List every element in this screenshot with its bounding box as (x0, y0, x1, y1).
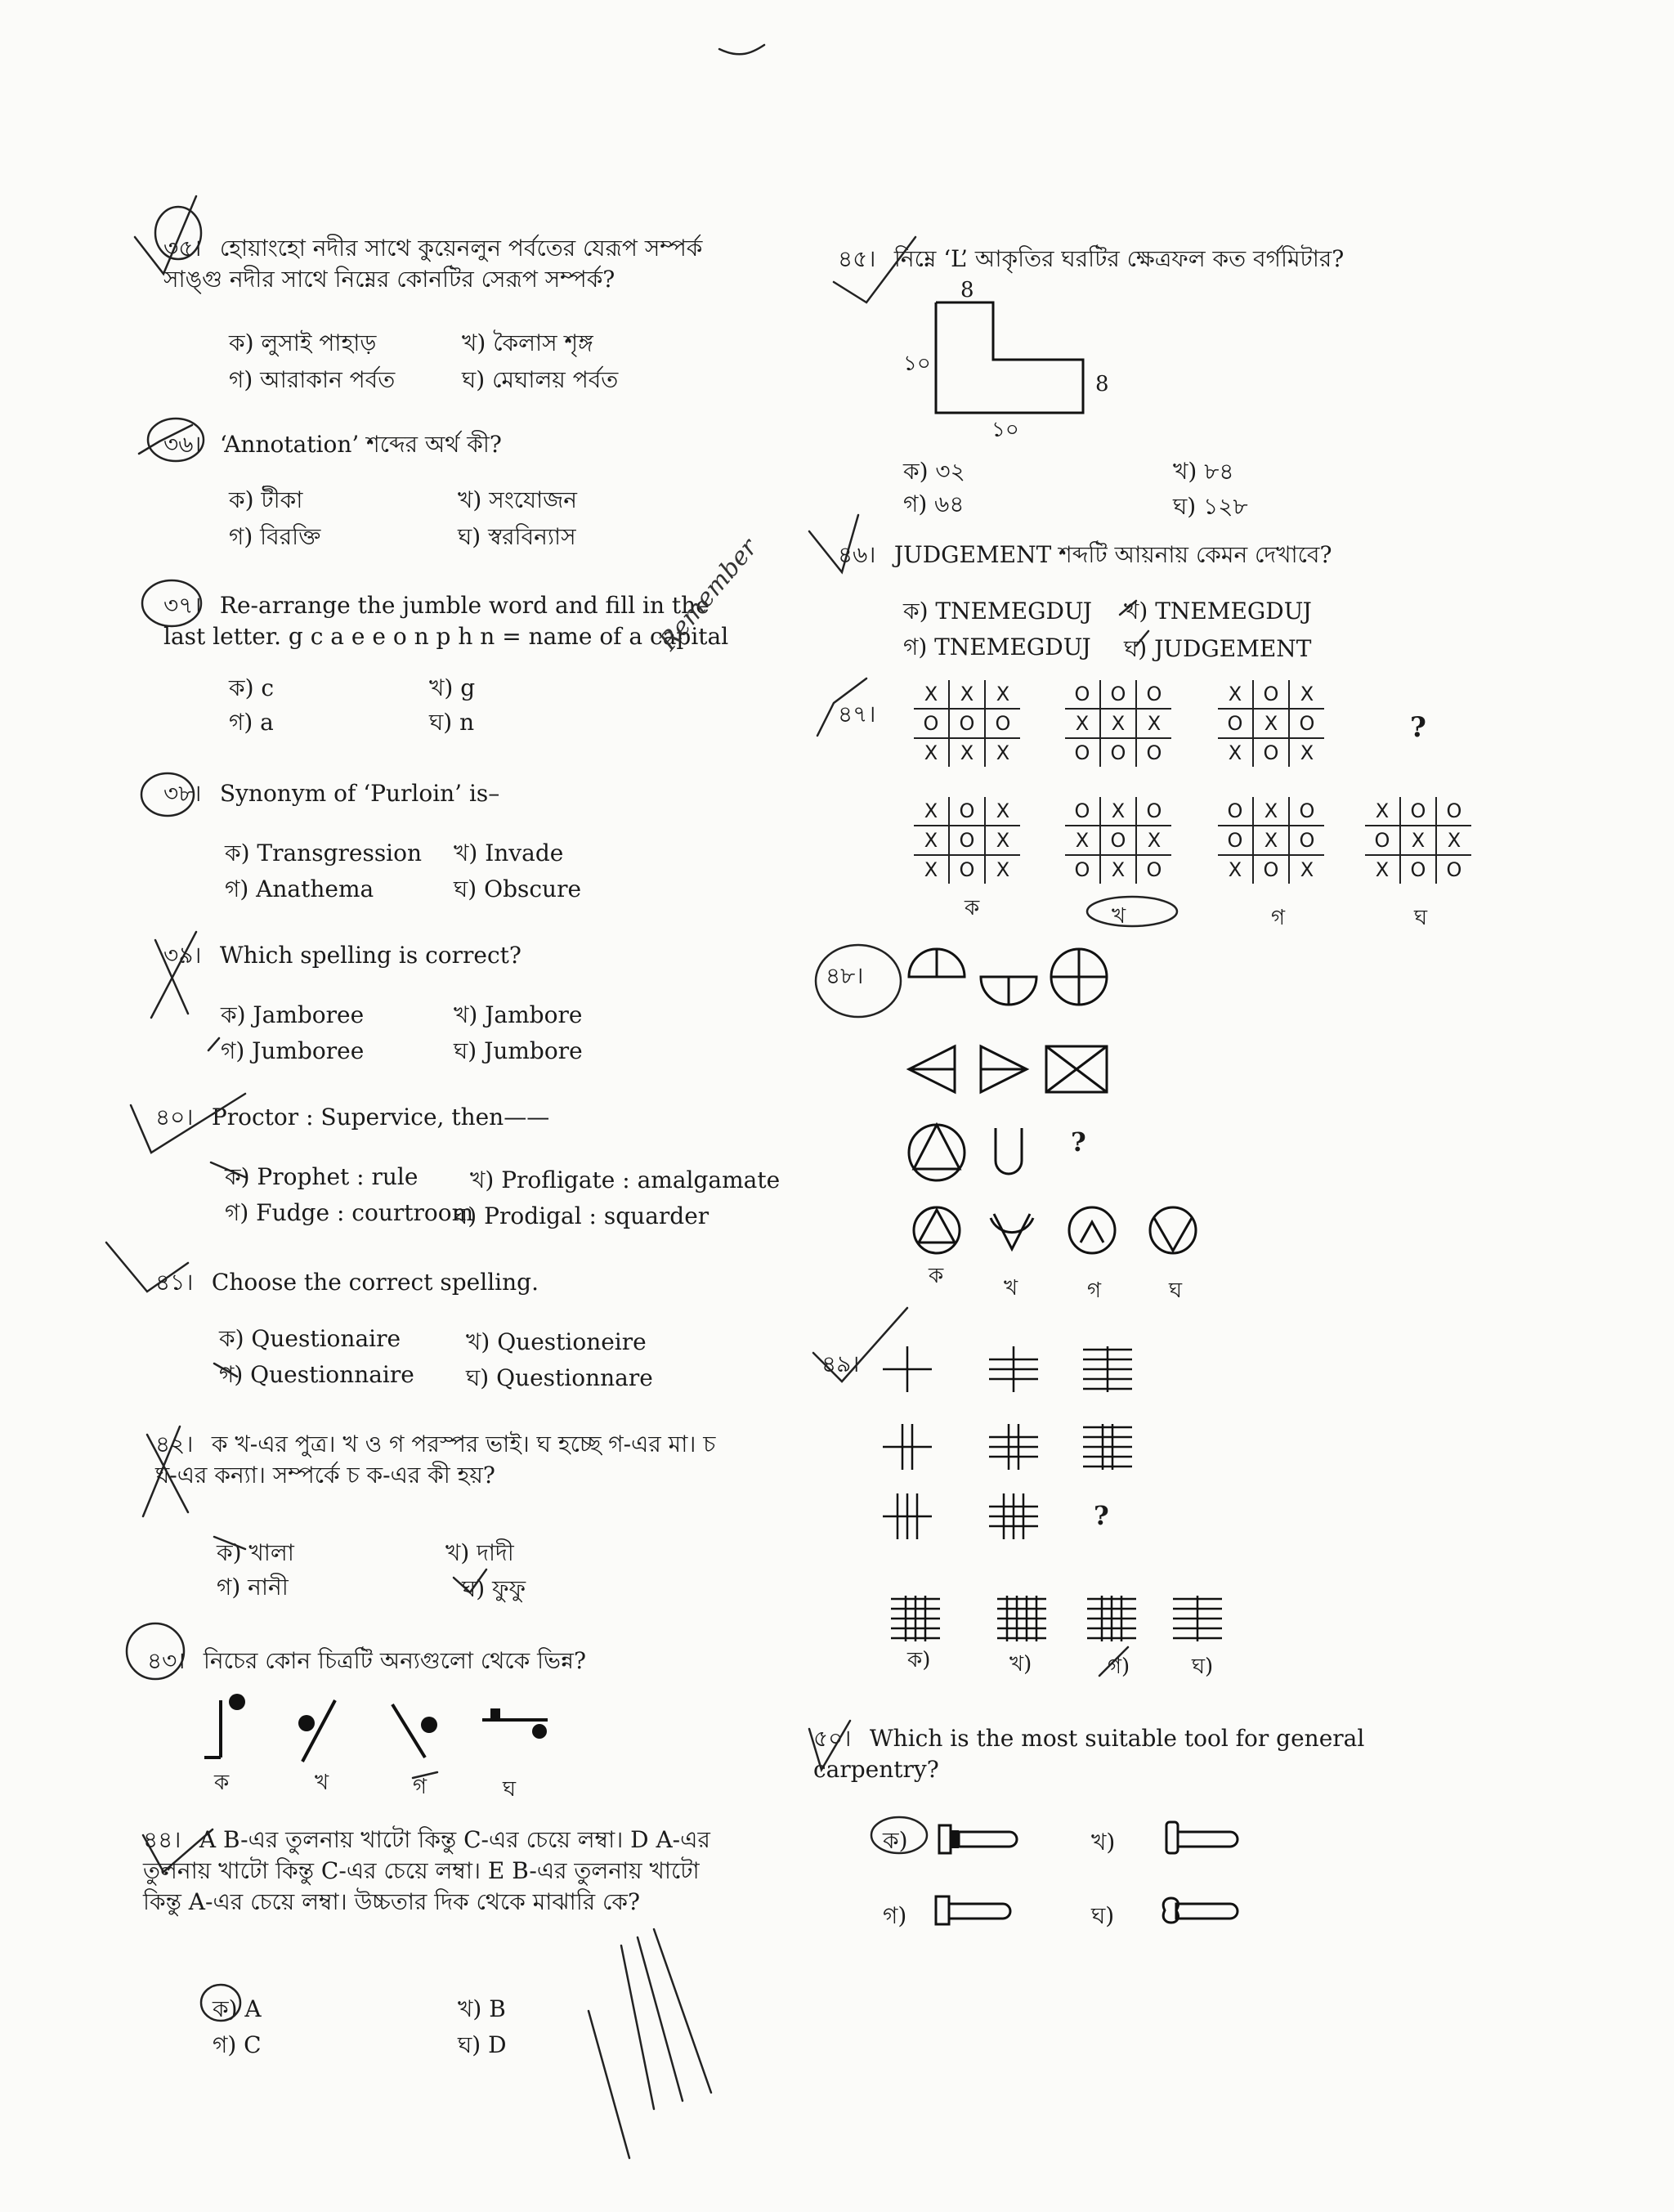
grid-cell: X (914, 680, 949, 709)
grid-cell: X (1100, 855, 1136, 884)
option-gha[interactable]: ঘ) (1091, 1902, 1115, 1929)
grid-cell: X (985, 680, 1020, 709)
question-number: ৩৯। (163, 942, 202, 969)
question-text: Synonym of ‘Purloin’ is– (219, 780, 500, 807)
sequence-grid-1 (914, 680, 1020, 767)
grid-cell: X (1100, 797, 1136, 826)
grid-cell: O (1100, 680, 1136, 709)
grid-cell: X (949, 738, 985, 767)
q47-label-ka[interactable]: ক (965, 896, 980, 920)
grid-cell: O (1146, 858, 1162, 881)
grid-cell: O (1289, 797, 1324, 826)
question-number: ৪২। (155, 1431, 194, 1458)
question-number: ৪৯। (821, 1350, 860, 1377)
grid-cell: O (949, 797, 985, 826)
grid-cell: O (1400, 855, 1436, 884)
option-ka[interactable]: ক) Questionaire (219, 1325, 401, 1352)
grid-cell: X (1300, 858, 1314, 881)
option-ka[interactable]: ক) ৩২ (903, 458, 965, 485)
option-gha[interactable]: ঘ) Prodigal : squarder (454, 1202, 709, 1229)
q48-question-mark: ? (1071, 1126, 1086, 1157)
question-text: JUDGEMENT শব্দটি আয়নায় কেমন দেখাবে? (893, 541, 1332, 568)
grid-cell: X (1436, 826, 1471, 855)
question-number: ৪৪। (143, 1826, 181, 1853)
grid-cell: O (1146, 741, 1162, 764)
grid-cell: X (914, 826, 949, 855)
option-kha[interactable]: খ) (1091, 1829, 1116, 1856)
grid-cell: X (1136, 826, 1171, 855)
option-ga[interactable]: গ) (883, 1902, 907, 1929)
grid-cell: O (1218, 709, 1253, 738)
grid-cell: O (1289, 826, 1324, 855)
option-ga[interactable]: গ) ৬৪ (903, 490, 965, 517)
answer-grid-2 (1065, 797, 1171, 884)
question-text: ‘Annotation’ শব্দের অর্থ কী? (219, 431, 502, 458)
option-ka[interactable]: ক) c (229, 674, 275, 701)
question-number: ৩৬। (163, 431, 202, 458)
grid-cell: O (1218, 797, 1253, 826)
question-number: ৪৫। (838, 245, 876, 272)
margin-note: Remember (654, 533, 763, 656)
grid-cell: X (914, 855, 949, 884)
question-number: ৩৭। (163, 592, 202, 619)
option-ka[interactable]: ক) Jamboree (221, 1001, 365, 1028)
grid-cell: O (1253, 855, 1289, 884)
option-gha[interactable]: ঘ) মেঘালয় পর্বত (462, 366, 619, 393)
option-ga[interactable]: গ) a (229, 709, 274, 736)
grid-cell: O (949, 855, 985, 884)
q49-question-mark: ? (1094, 1500, 1109, 1531)
option-ga[interactable]: গ) C (213, 2031, 262, 2058)
grid-cell: X (1065, 826, 1100, 855)
option-gha[interactable]: ঘ) Questionnare (466, 1364, 653, 1391)
sequence-grid-2 (1065, 680, 1171, 767)
question-text: Choose the correct spelling. (211, 1269, 539, 1296)
grid-cell: X (1100, 709, 1136, 738)
option-gha[interactable]: ঘ) Obscure (454, 875, 582, 902)
question-text: Re-arrange the jumble word and fill in the last letter. g c a e e o n p h n = name of a capital (163, 592, 729, 650)
option-ga[interactable]: গ) নানী (217, 1574, 289, 1601)
grid-cell: X (1300, 741, 1314, 764)
question-number: ৪৭। (838, 701, 876, 728)
grid-cell: X (1253, 826, 1289, 855)
grid-cell: O (1065, 855, 1100, 884)
grid-cell: X (914, 797, 949, 826)
option-ka[interactable]: ক) TNEMEGDUJ (903, 598, 1093, 625)
grid-cell: X (1065, 709, 1100, 738)
grid-cell: X (1218, 738, 1253, 767)
grid-cell: O (985, 709, 1020, 738)
question-number: ৩৮। (163, 780, 202, 807)
option-ga[interactable]: গ) আরাকান পর্বত (229, 366, 396, 393)
q47-label-gha[interactable]: ঘ (1414, 906, 1428, 930)
option-kha[interactable]: খ) কৈলাস শৃঙ্গ (462, 329, 593, 356)
q47-label-kha[interactable]: খ (1112, 904, 1126, 929)
q49-label-kha[interactable]: খ) (1009, 1652, 1032, 1677)
option-ga[interactable]: গ) Questionnaire (219, 1361, 414, 1388)
grid-cell: O (1065, 680, 1100, 709)
grid-cell: X (1365, 797, 1400, 826)
grid-cell: X (1136, 709, 1171, 738)
option-gha[interactable]: ঘ) ১২৮ (1173, 493, 1248, 520)
answer-grid-1 (914, 797, 1020, 884)
grid-cell: O (1446, 858, 1462, 881)
option-ga[interactable]: গ) Fudge : courtroom (225, 1199, 474, 1226)
grid-cell: X (1289, 680, 1324, 709)
option-ga[interactable]: গ) Anathema (225, 875, 374, 902)
q48-label-gha[interactable]: ঘ (1169, 1278, 1183, 1303)
dim-bottom: ১০ (991, 418, 1019, 442)
answer-grid-4 (1365, 797, 1471, 884)
option-gha[interactable]: ঘ) ফুফু (462, 1575, 526, 1602)
question-text: Proctor : Supervice, then—— (211, 1104, 550, 1131)
question-number: ৪৬। (838, 541, 876, 568)
grid-cell: O (1100, 826, 1136, 855)
grid-cell: O (1289, 709, 1324, 738)
grid-cell: X (996, 858, 1010, 881)
question-text: Which is the most suitable tool for general carpentry? (813, 1725, 1365, 1783)
grid-cell: X (914, 738, 949, 767)
grid-cell: O (1065, 738, 1100, 767)
option-gha[interactable]: ঘ) স্বরবিন্যাস (458, 523, 576, 550)
grid-cell: O (949, 709, 985, 738)
option-kha[interactable]: খ) g (429, 674, 476, 701)
grid-cell: X (1400, 826, 1436, 855)
grid-cell: O (1436, 797, 1471, 826)
grid-cell: X (949, 680, 985, 709)
q49-label-gha[interactable]: ঘ) (1192, 1655, 1214, 1679)
grid-cell: O (914, 709, 949, 738)
q48-label-ga[interactable]: গ (1087, 1278, 1102, 1303)
option-ga[interactable]: গ) বিরক্তি (229, 523, 321, 550)
question-text: A B-এর তুলনায় খাটো কিন্তু C-এর চেয়ে লম্বা। D A-এর তুলনায় খাটো কিন্তু C-এর চেয়ে লম্বা। E B-এর তুলনায় খাটো কিন্তু A-এর চেয়ে লম্বা। উচ্চতার দিক থেকে মাঝারি কে? (143, 1826, 710, 1915)
sequence-grid-3 (1218, 680, 1324, 767)
question-number: ৩৫। (163, 235, 202, 262)
grid-cell: O (1065, 797, 1100, 826)
q48-label-kha[interactable]: খ (1004, 1276, 1018, 1301)
question-number: ৫০। (813, 1725, 852, 1752)
option-kha[interactable]: খ) Profligate : amalgamate (470, 1166, 781, 1193)
q43-label-ga: গ (413, 1775, 427, 1799)
option-kha[interactable]: খ) Jambore (454, 1001, 583, 1028)
option-gha[interactable]: ঘ) n (429, 709, 475, 736)
grid-cell: O (949, 826, 985, 855)
grid-cell: X (996, 741, 1010, 764)
option-ga[interactable]: গ) Jumboree (221, 1037, 365, 1064)
dim-top: 8 (960, 278, 974, 302)
q49-label-ka[interactable]: ক) (907, 1648, 931, 1672)
grid-cell: O (1136, 797, 1171, 826)
q43-label-ka: ক (214, 1771, 230, 1795)
option-kha[interactable]: খ) সংযোজন (458, 486, 578, 513)
q48-label-ka[interactable]: ক (929, 1264, 944, 1288)
q43-label-kha: খ (315, 1771, 329, 1795)
answer-grid-3 (1218, 797, 1324, 884)
dim-left: ১০ (903, 352, 931, 376)
grid-cell: O (1218, 826, 1253, 855)
grid-cell: X (985, 826, 1020, 855)
question-text: নিম্নে ‘L’ আকৃতির ঘরটির ক্ষেত্রফল কত বর্গমিটার? (893, 245, 1345, 272)
option-ka[interactable]: ক) (883, 1827, 908, 1854)
q43-label-gha: ঘ (503, 1777, 517, 1802)
grid-cell: X (985, 797, 1020, 826)
grid-cell: O (1136, 680, 1171, 709)
grid-cell: O (1253, 680, 1289, 709)
question-number: ৪০। (155, 1104, 194, 1131)
question-number: ৪৩। (147, 1647, 186, 1674)
question-number: ৪৮। (826, 962, 864, 989)
grid-cell: X (1253, 709, 1289, 738)
grid-cell: X (1253, 797, 1289, 826)
question-number: ৪১। (155, 1269, 194, 1296)
grid-cell: X (1365, 855, 1400, 884)
option-kha[interactable]: খ) TNEMEGDUJ (1124, 598, 1312, 625)
question-text: Which spelling is correct? (219, 942, 521, 969)
option-ka[interactable]: ক) A (213, 1995, 262, 2022)
option-kha[interactable]: খ) দাদী (445, 1539, 514, 1566)
grid-cell: O (1253, 738, 1289, 767)
grid-cell: O (1365, 826, 1400, 855)
question-text: ক খ-এর পুত্র। খ ও গ পরস্পর ভাই। ঘ হচ্ছে গ-এর মা। চ ঘ-এর কন্যা। সম্পর্কে চ ক-এর কী হয়? (155, 1431, 716, 1489)
option-kha[interactable]: খ) ৮৪ (1173, 458, 1234, 485)
option-ka[interactable]: ক) টীকা (229, 486, 303, 513)
option-gha[interactable]: ঘ) Jumbore (454, 1037, 583, 1064)
option-kha[interactable]: খ) B (458, 1995, 506, 2022)
grid-cell: X (1218, 855, 1253, 884)
option-ka[interactable]: ক) Transgression (225, 840, 423, 866)
grid-cell: O (1400, 797, 1436, 826)
option-ga[interactable]: গ) TNEMEGDUJ (903, 634, 1091, 660)
question-text: হোয়াংহো নদীর সাথে কুয়েনলুন পর্বতের যেরূপ সম্পর্ক সাঙ্গু নদীর সাথে নিম্নের কোনটির সেরূপ সম্পর্ক? (163, 235, 703, 293)
option-kha[interactable]: খ) Questioneire (466, 1328, 647, 1355)
grid-cell: O (1100, 738, 1136, 767)
dim-right: 8 (1095, 372, 1109, 396)
grid-cell: X (1218, 680, 1253, 709)
option-ka[interactable]: ক) খালা (217, 1539, 294, 1566)
option-gha[interactable]: ঘ) D (458, 2031, 507, 2058)
q49-label-ga[interactable]: গ) (1108, 1655, 1130, 1679)
option-ka[interactable]: ক) Prophet : rule (225, 1163, 418, 1190)
q47-label-ga[interactable]: গ (1271, 906, 1286, 930)
option-kha[interactable]: খ) Invade (454, 840, 564, 866)
q47-question-mark: ? (1410, 711, 1426, 744)
option-gha[interactable]: ঘ) JUDGEMENT (1124, 635, 1312, 662)
question-text: নিচের কোন চিত্রটি অন্যগুলো থেকে ভিন্ন? (203, 1647, 586, 1674)
option-ka[interactable]: ক) লুসাই পাহাড় (229, 329, 377, 356)
